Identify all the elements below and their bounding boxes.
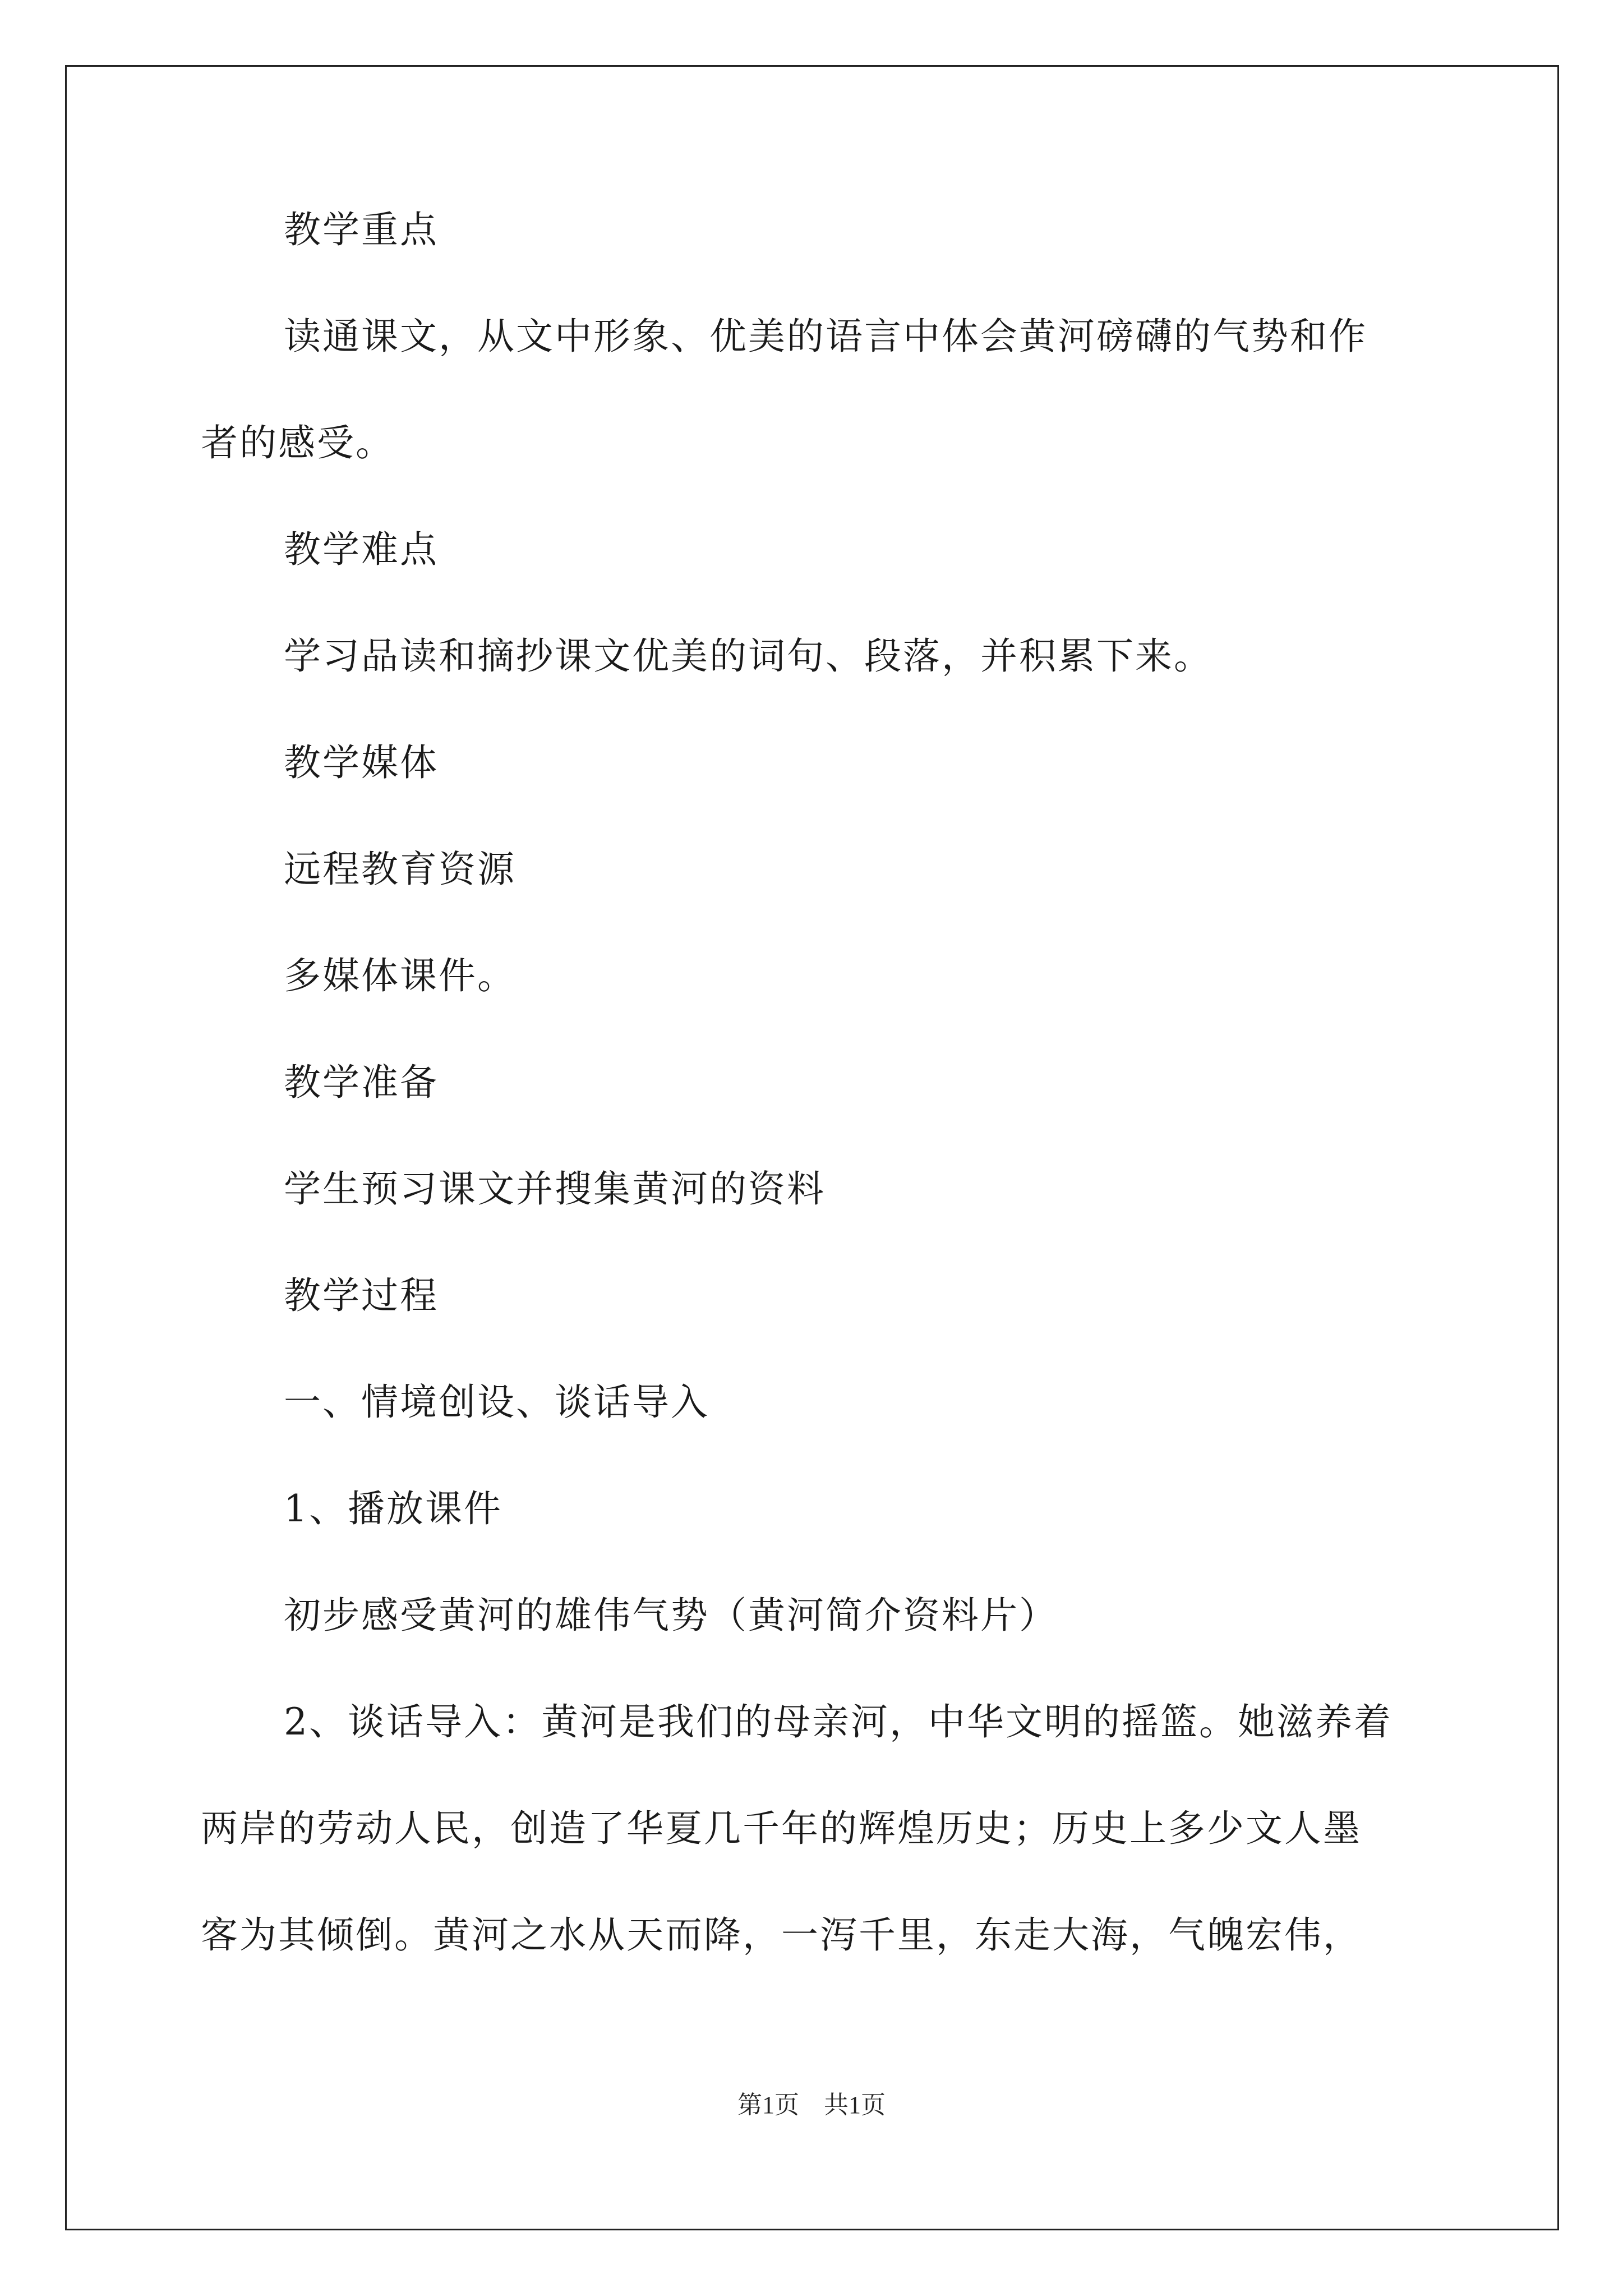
paragraph-line: 两岸的劳动人民，创造了华夏几千年的辉煌历史；历史上多少文人墨 [201,1807,1362,1850]
paragraph-line: 初步感受黄河的雄伟气势（黄河简介资料片） [284,1594,1058,1637]
paragraph-line: 读通课文，从文中形象、优美的语言中体会黄河磅礴的气势和作 [284,315,1367,358]
heading-teaching-media: 教学媒体 [284,741,439,784]
heading-teaching-process: 教学过程 [284,1274,439,1317]
section-heading: 一、情境创设、谈话导入 [284,1381,709,1424]
list-item: 1、播放课件 [284,1487,502,1530]
page-footer: 第1页 共1页 [737,2091,886,2119]
paragraph-line: 多媒体课件。 [284,954,516,997]
heading-teaching-preparation: 教学准备 [284,1061,439,1104]
paragraph-line: 客为其倾倒。黄河之水从天而降，一泻千里，东走大海，气魄宏伟， [201,1913,1362,1957]
paragraph-line: 远程教育资源 [284,848,516,891]
paragraph-line: 学习品读和摘抄课文优美的词句、段落，并积累下来。 [284,634,1212,678]
paragraph-line: 者的感受。 [201,421,394,464]
heading-teaching-focus: 教学重点 [284,208,439,251]
heading-teaching-difficulty: 教学难点 [284,528,439,571]
paragraph-line: 学生预习课文并搜集黄河的资料 [284,1167,826,1211]
page-border [65,65,1559,2230]
list-item: 2、谈话导入：黄河是我们的母亲河，中华文明的摇篮。她滋养着 [284,1700,1393,1743]
